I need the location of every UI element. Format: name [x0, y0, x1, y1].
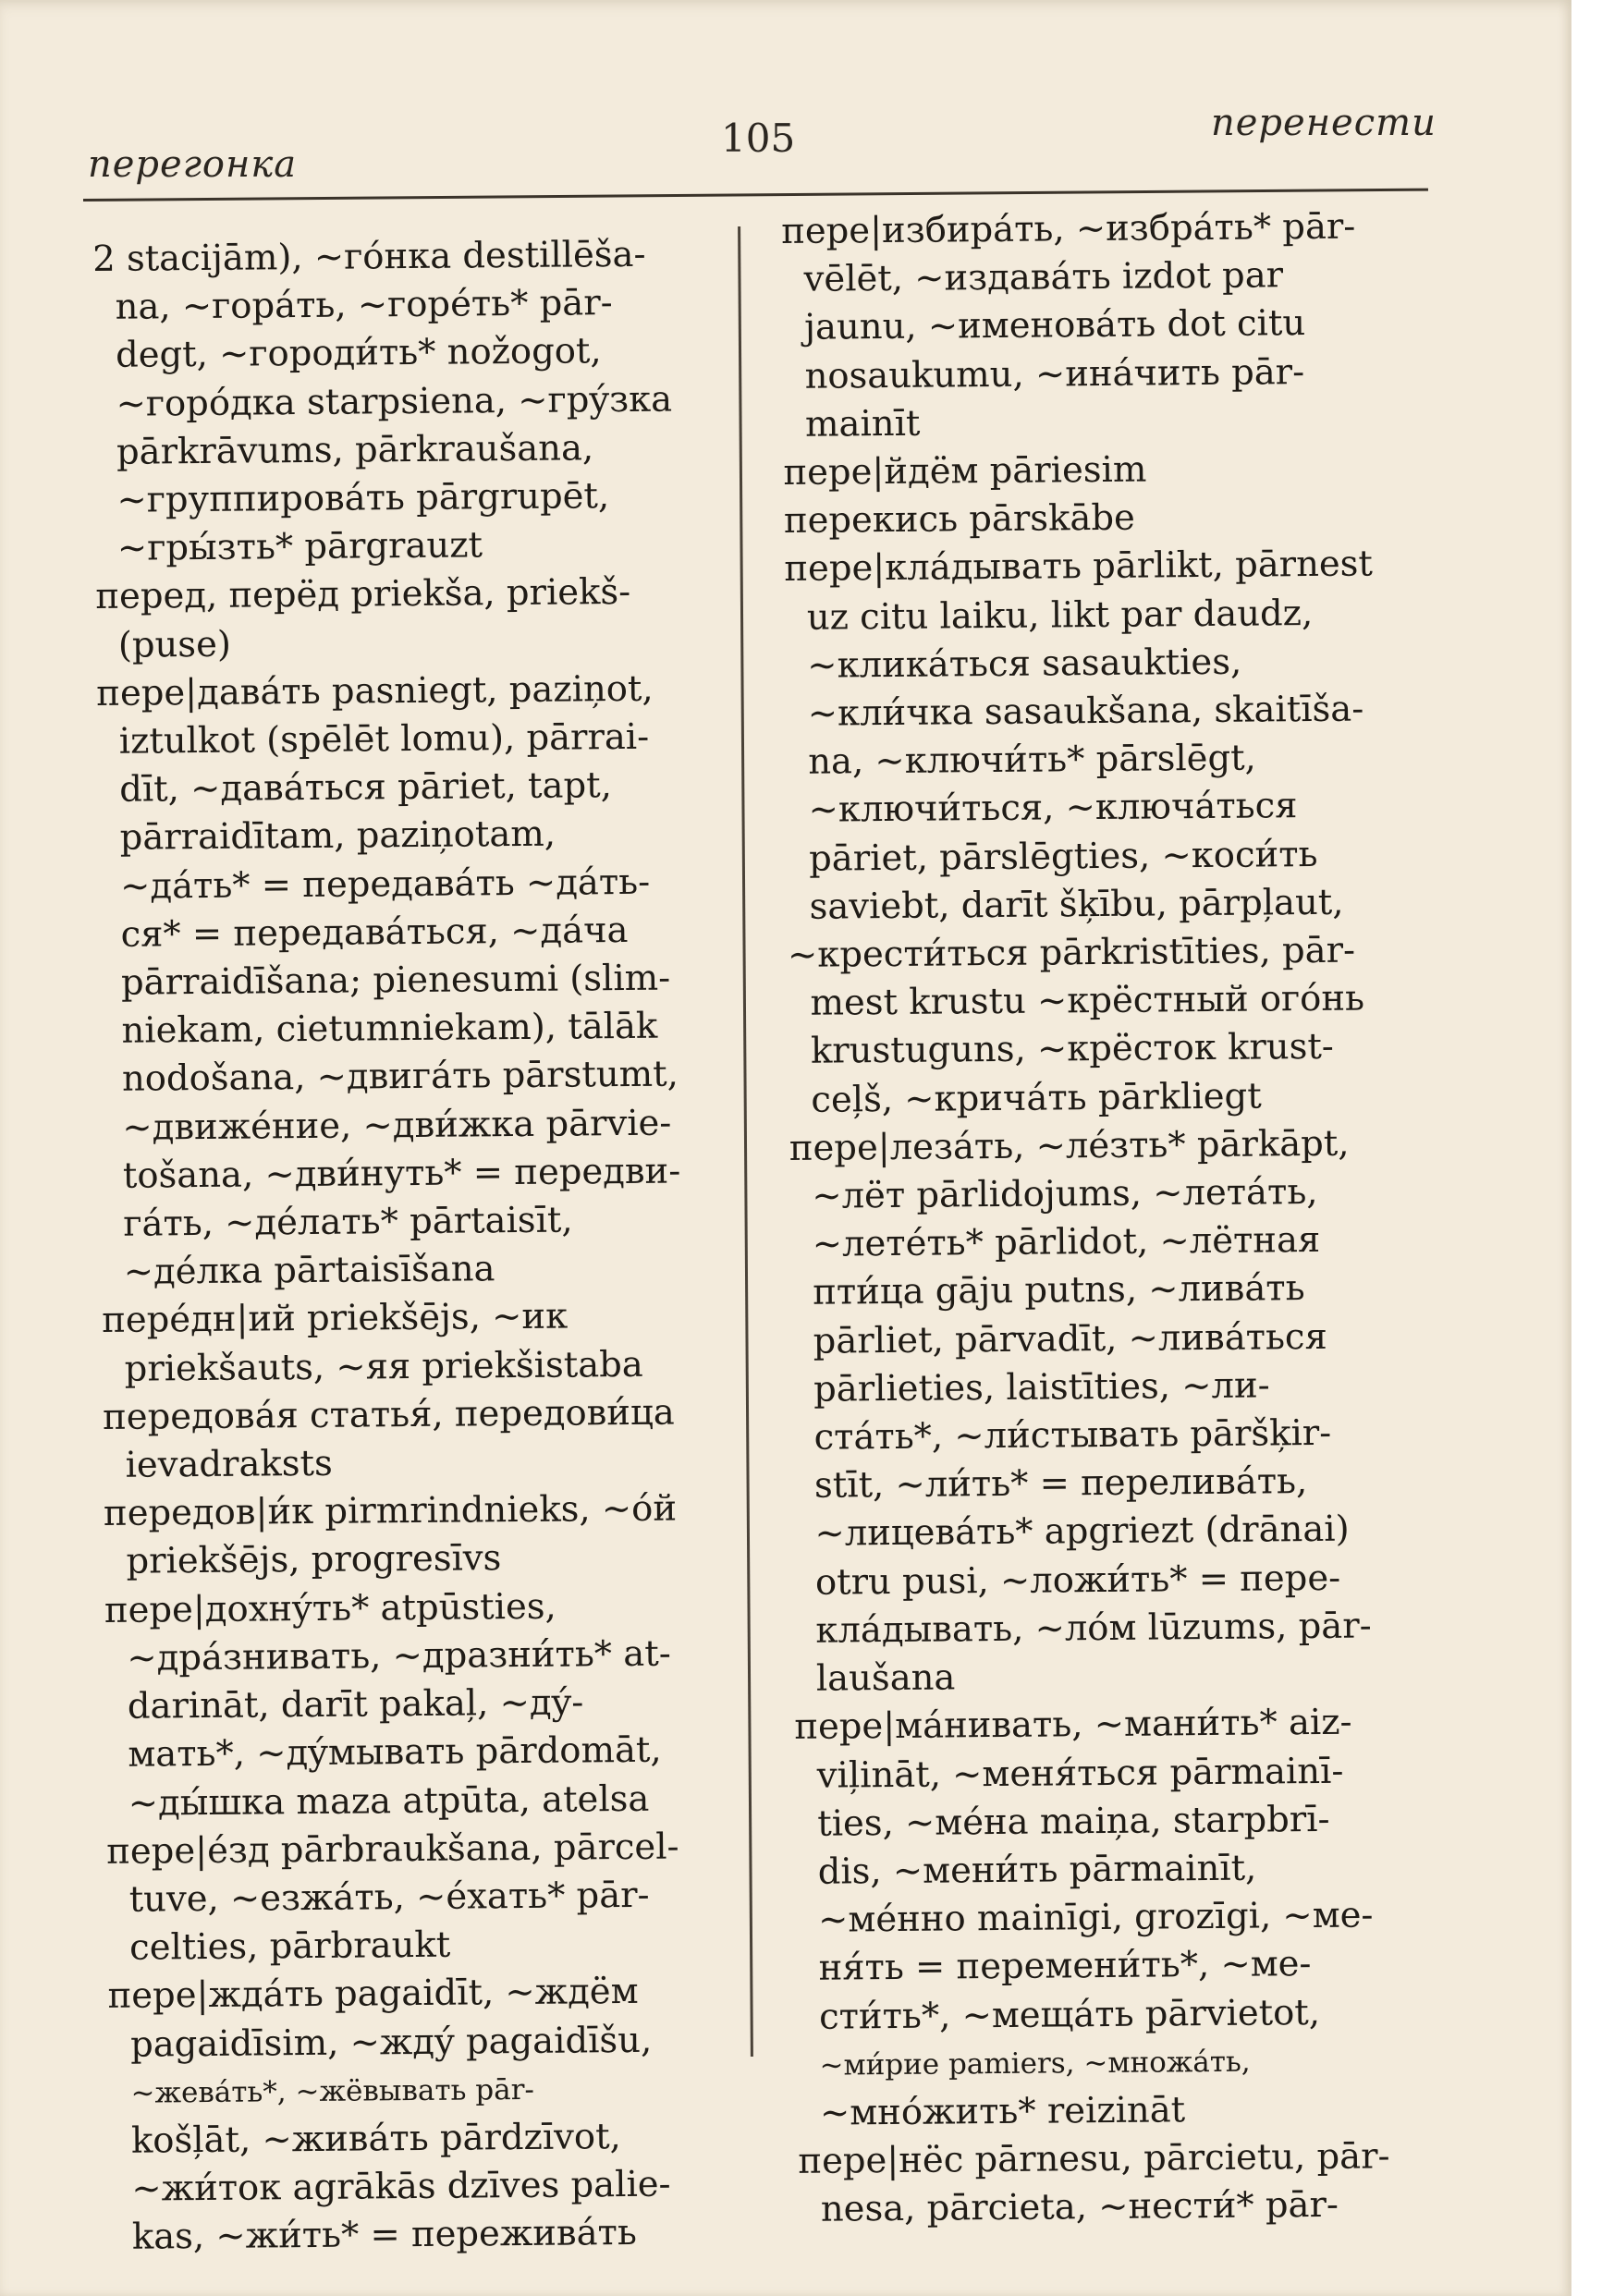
dictionary-line: priekšauts, ~яя priekšistaba [124, 1343, 643, 1390]
dictionary-line: degt, ~городи́ть* nožogot, [115, 330, 602, 377]
dictionary-line: пере|éзд pārbraukšana, pārcel- [106, 1826, 679, 1873]
dictionary-line: pārraidīšana; pienesumi (slim- [120, 957, 671, 1004]
dictionary-line: saviebt, darīt šķību, pārpļaut, [809, 881, 1344, 928]
dictionary-line: гáть, ~дéлать* pārtaisīt, [123, 1199, 573, 1245]
dictionary-line: пере|лезáть, ~лéзть* pārkāpt, [789, 1122, 1350, 1169]
dictionary-line: ~ми́рие pamiers, ~множáть, [819, 2045, 1251, 2082]
dictionary-line: otru pusi, ~ложи́ть* = пере- [814, 1557, 1341, 1604]
dictionary-line: пере|давáть pasniegt, paziņot, [96, 667, 654, 714]
dictionary-line: ся* = передавáться, ~дáча [120, 909, 629, 956]
dictionary-line: перед, перёд priekša, priekš- [95, 571, 631, 618]
dictionary-line: košļāt, ~живáть pārdzīvot, [130, 2116, 621, 2162]
dictionary-line: ~гры́зть* pārgrauzt [116, 524, 483, 569]
dictionary-line: (puse) [117, 623, 232, 666]
dictionary-line: laušana [815, 1656, 956, 1700]
header-right-word: перенести [1211, 102, 1437, 144]
page-number: 105 [721, 116, 796, 161]
dictionary-line: ~дéлка pārtaisīšana [123, 1248, 495, 1294]
dictionary-line: stīt, ~ли́ть* = переливáть, [813, 1460, 1308, 1508]
dictionary-line: nosaukumu, ~инáчить pār- [804, 350, 1305, 397]
dictionary-line: ~дáть* = передавáть ~дáть- [119, 861, 651, 908]
dictionary-line: ~ды́шка maza atpūta, atelsa [128, 1777, 650, 1825]
dictionary-line: 2 stacijām), ~гóнка destillēša- [92, 233, 646, 280]
dictionary-line: пере|йдём pāriesim [783, 448, 1147, 495]
dictionary-line: ~летéть* pārlidot, ~лётная [812, 1219, 1321, 1266]
dictionary-line: iztulkot (spēlēt lomu), pārrai- [118, 715, 650, 763]
dictionary-line: ~мнóжить* reizināt [819, 2089, 1186, 2134]
dictionary-line: dis, ~мени́ть pārmainīt, [817, 1847, 1257, 1893]
dictionary-line: пере|дохнýть* atpūsties, [104, 1585, 556, 1631]
dictionary-line: перекись pārskābe [783, 496, 1135, 543]
dictionary-line: ~кликáться sasaukties, [807, 641, 1242, 687]
dictionary-line: ceļš, ~кричáть pārkliegt [811, 1075, 1262, 1121]
dictionary-line: nodošana, ~двигáть pārstumt, [121, 1053, 679, 1101]
dictionary-line: jaunu, ~именовáть dot citu [803, 302, 1306, 349]
dictionary-line: na, ~ключи́ть* pārslēgt, [808, 737, 1257, 784]
dictionary-line: пере|нёс pārnesu, pārcietu, pār- [798, 2135, 1390, 2183]
dictionary-line: клáдывать, ~лóм lūzums, pār- [815, 1605, 1372, 1652]
dictionary-line: mainīt [804, 402, 921, 446]
dictionary-line: viļināt, ~меня́ться pārmainī- [816, 1750, 1344, 1797]
dictionary-line: ~жи́ток agrākās dzīves palie- [131, 2163, 671, 2210]
dictionary-line: ~дрáзнивать, ~дразни́ть* at- [127, 1632, 671, 1679]
dictionary-line: ~мéнно mainīgi, grozīgi, ~ме- [817, 1894, 1374, 1941]
dictionary-line: передов|и́к pirmrindnieks, ~óй [103, 1487, 678, 1535]
dictionary-line: ~кли́чка sasaukšana, skaitīša- [807, 688, 1364, 735]
dictionary-line: ~ключи́ться, ~ключáться [808, 785, 1298, 832]
dictionary-line: ~движéние, ~дви́жка pārvie- [122, 1102, 672, 1149]
dictionary-line: priekšējs, progresīvs [126, 1537, 502, 1583]
dictionary-line: niekam, cietumniekam), tālāk [121, 1005, 658, 1053]
dictionary-line: пере|мáнивать, ~мани́ть* aiz- [794, 1701, 1352, 1749]
dictionary-line: celties, pārbraukt [128, 1924, 451, 1969]
dictionary-line: uz citu laiku, likt par daudz, [806, 592, 1314, 639]
dictionary-line: ~лицевáть* apgriezt (drānai) [814, 1508, 1350, 1556]
header-left-word: перегонка [88, 143, 298, 186]
dictionary-line: ievadraksts [125, 1442, 333, 1486]
dictionary-line: ties, ~мéна maiņa, starpbrī- [817, 1798, 1330, 1845]
left-column [92, 230, 794, 2263]
dictionary-line: pārkrāvums, pārkraušana, [116, 427, 594, 473]
dictionary-line: ~крести́ться pārkristīties, pār- [787, 929, 1356, 977]
dictionary-line: ~жевáть*, ~жёвывать pār- [130, 2072, 535, 2110]
dictionary-line: сти́ть*, ~мещáть pārvietot, [818, 1991, 1321, 2038]
dictionary-line: пти́ца gāju putns, ~ливáть [813, 1267, 1305, 1314]
dictionary-line: стáть*, ~ли́стывать pāršķir- [813, 1411, 1332, 1459]
dictionary-line: dīt, ~давáться pāriet, tapt, [119, 764, 613, 812]
dictionary-line: na, ~горáть, ~горéть* pār- [115, 282, 613, 328]
dictionary-line: пере|избирáть, ~избрáть* pār- [781, 205, 1356, 252]
dictionary-line: mest krustu ~крёстный огóнь [810, 977, 1365, 1025]
dictionary-line: tošana, ~дви́нуть* = передви- [122, 1150, 681, 1197]
dictionary-line: пере|ждáть pagaidīt, ~ждём [107, 1971, 639, 2018]
dictionary-line: kas, ~жи́ть* = переживáть [131, 2212, 638, 2259]
dictionary-line: darināt, darīt pakaļ, ~дý- [127, 1681, 584, 1728]
dictionary-line: krustuguns, ~крёсток krust- [810, 1026, 1335, 1073]
dictionary-line: pāriet, pārslēgties, ~коси́ть [808, 833, 1318, 880]
dictionary-line: pārlieties, laistīties, ~ли- [813, 1364, 1270, 1411]
dictionary-line: pārliet, pārvadīt, ~ливáться [813, 1315, 1327, 1362]
dictionary-line: мать*, ~дýмывать pārdomāt, [128, 1728, 662, 1777]
right-column [781, 202, 1483, 2235]
dictionary-line: пере|клáдывать pārlikt, pārnest [784, 543, 1374, 591]
dictionary-line: перéдн|ий priekšējs, ~ик [102, 1296, 569, 1342]
dictionary-line: nesa, pārcieta, ~нести́* pār- [820, 2184, 1339, 2231]
dictionary-line: pārraidītam, paziņotam, [119, 813, 556, 860]
dictionary-line: передовáя статья́, передови́ца [102, 1391, 675, 1438]
dictionary-line: ~лёт pārlidojums, ~летáть, [812, 1171, 1318, 1217]
dictionary-line: ~горóдка starpsiena, ~грýзка [116, 378, 673, 425]
dictionary-line: tuve, ~езжáть, ~éхать* pār- [128, 1874, 650, 1921]
dictionary-line: vēlēt, ~издавáть izdot par [803, 254, 1284, 300]
dictionary-line: pagaidīsim, ~ждý pagaidīšu, [129, 2019, 653, 2066]
dictionary-line: ня́ть = перемени́ть*, ~ме- [818, 1943, 1312, 1990]
dictionary-line: ~группировáть pārgrupēt, [116, 475, 610, 521]
